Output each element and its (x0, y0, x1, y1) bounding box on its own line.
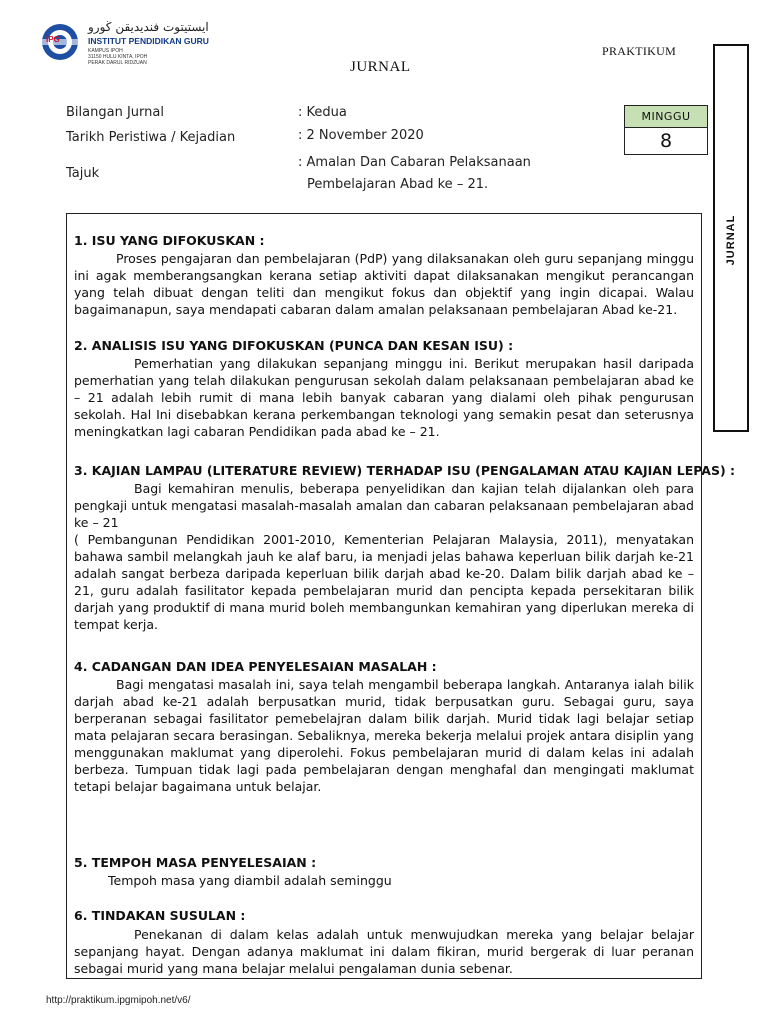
section-body (74, 676, 694, 795)
tajuk-label: Tajuk (66, 166, 100, 181)
section-heading: 6. TINDAKAN SUSULAN : (74, 908, 246, 923)
section-body (74, 926, 694, 977)
section-paragraph: Proses pengajaran dan pembelajaran (PdP) yang dilaksanakan oleh guru sepanjang minggu ini agak memberangsangkan kerana setiap aktiviti dapat dilaksanakan mengikut perancangan yang telah dibuat dengan teliti dan mengikut fokus dan objektif yang ingin dicapai. Walau bagaimanapun, saya mendapati cabaran dalam amalan pelaksanaan pembelajaran Abad ke-21. (74, 251, 694, 317)
section-body (74, 250, 694, 318)
tarikh-value: : 2 November 2020 (298, 128, 424, 143)
institute-address (88, 48, 147, 66)
ipg-emblem-icon (40, 22, 80, 62)
minggu-box (624, 105, 708, 155)
section-heading: 5. TEMPOH MASA PENYELESAIAN : (74, 855, 317, 870)
tarikh-label: Tarikh Peristiwa / Kejadian (66, 130, 236, 145)
side-tab (713, 44, 749, 432)
praktikum-label: PRAKTIKUM (602, 44, 677, 58)
section-paragraph: Penekanan di dalam kelas adalah untuk menwujudkan mereka yang belajar belajar sepanjang hayat. Dengan adanya maklumat ini dalam fikiran, murid bergerak di luar peranan sebagai murid yang mana belajar melalui pengalaman dunia sebenar. (74, 927, 694, 976)
address-line: KAMPUS IPOH (88, 48, 123, 54)
section-heading: 4. CADANGAN DAN IDEA PENYELESAIAN MASALAH : (74, 659, 437, 674)
address-line: 31150 HULU KINTA, IPOH (88, 54, 148, 60)
section-heading: 1. ISU YANG DIFOKUSKAN : (74, 233, 265, 248)
minggu-label: MINGGU (625, 106, 707, 128)
bilangan-label: Bilangan Jurnal (66, 105, 164, 120)
section-paragraph: Pemerhatian yang dilakukan sepanjang minggu ini. Berikut merupakan hasil daripada pemerhatian yang telah dilakukan pengurusan sekolah dalam pelaksanaan pembelajaran abad ke – 21 adalah lebih rumit di mana lebih banyak cabaran yang dialami oleh pihak pengurusan sekolah. Hal Ini disebabkan kerana perkembangan teknologi yang semakin pesat dan seterusnya meningkatkan lagi cabaran Pendidikan pada abad ke – 21. (74, 356, 694, 439)
page-title: JURNAL (350, 59, 411, 75)
institute-name: INSTITUT PENDIDIKAN GURU (88, 36, 209, 46)
address-line: PERAK DARUL RIDZUAN (88, 60, 147, 66)
section-body (74, 480, 694, 633)
tajuk-value-line1: : Amalan Dan Cabaran Pelaksanaan (298, 155, 531, 170)
tajuk-value-line2: Pembelajaran Abad ke – 21. (307, 177, 489, 192)
section-heading: 3. KAJIAN LAMPAU (LITERATURE REVIEW) TERHADAP ISU (PENGALAMAN ATAU KAJIAN LEPAS) : (74, 463, 736, 478)
ipg-emblem-text: IPG (46, 35, 60, 44)
section-paragraph: Bagi mengatasi masalah ini, saya telah mengambil beberapa langkah. Antaranya ialah bilik darjah abad ke-21 adalah berpusatkan murid, tidak berpusatkan guru. Sebagai guru, saya berperanan sebagai fasilitator pemebelajran dalam bilik darjah. Murid tidak lagi belajar setiap mata pelajaran secara berasingan. Sebaliknya, mereka bekerja melalui projek antara disiplin yang menggunakan maklumat yang diperolehi. Fokus pembelajaran murid di dalam kelas ini adalah berbeza. Tumpuan tidak lagi pada pembelajaran dengan menghafal dan mengingati maklumat tetapi belajar bagaimana untuk belajar. (74, 677, 694, 794)
footer-url: http://praktikum.ipgmipoh.net/v6/ (46, 995, 191, 1006)
institute-logo (40, 20, 209, 66)
minggu-value: 8 (659, 130, 673, 152)
section-paragraph: Tempoh masa yang diambil adalah seminggu (108, 873, 392, 888)
section-heading: 2. ANALISIS ISU YANG DIFOKUSKAN (PUNCA DAN KESAN ISU) : (74, 338, 514, 353)
bilangan-value: : Kedua (298, 105, 347, 120)
logo-arabic-text: ايستيتوت فنديديقن ڬورو (88, 20, 209, 34)
section-paragraph: ( Pembangunan Pendidikan 2001-2010, Kementerian Pelajaran Malaysia, 2011), menyatakan bahawa sambil melangkah jauh ke alaf baru, ia menjadi jelas bahawa keperluan bilik darjah ke-21 adalah sangat berbeza daripada keperluan bilik darjah abad ke-20. Dalam bilik darjah abad ke – 21, guru adalah fasilitator kepada pembelajaran murid dan pencipta kepada persekitaran bilik darjah yang produktif di mana murid boleh membangunkan kemahiran yang diperlukan mereka di tempat kerja. (74, 532, 694, 632)
side-tab-label: JURNAL (725, 214, 737, 266)
section-body (74, 355, 694, 440)
section-paragraph: Bagi kemahiran menulis, beberapa penyelidikan dan kajian telah dijalankan oleh para pengkaji untuk mengatasi masalah-masalah amalan dan cabaran pelaksanaan pembelajaran abad ke – 21 (74, 481, 694, 530)
